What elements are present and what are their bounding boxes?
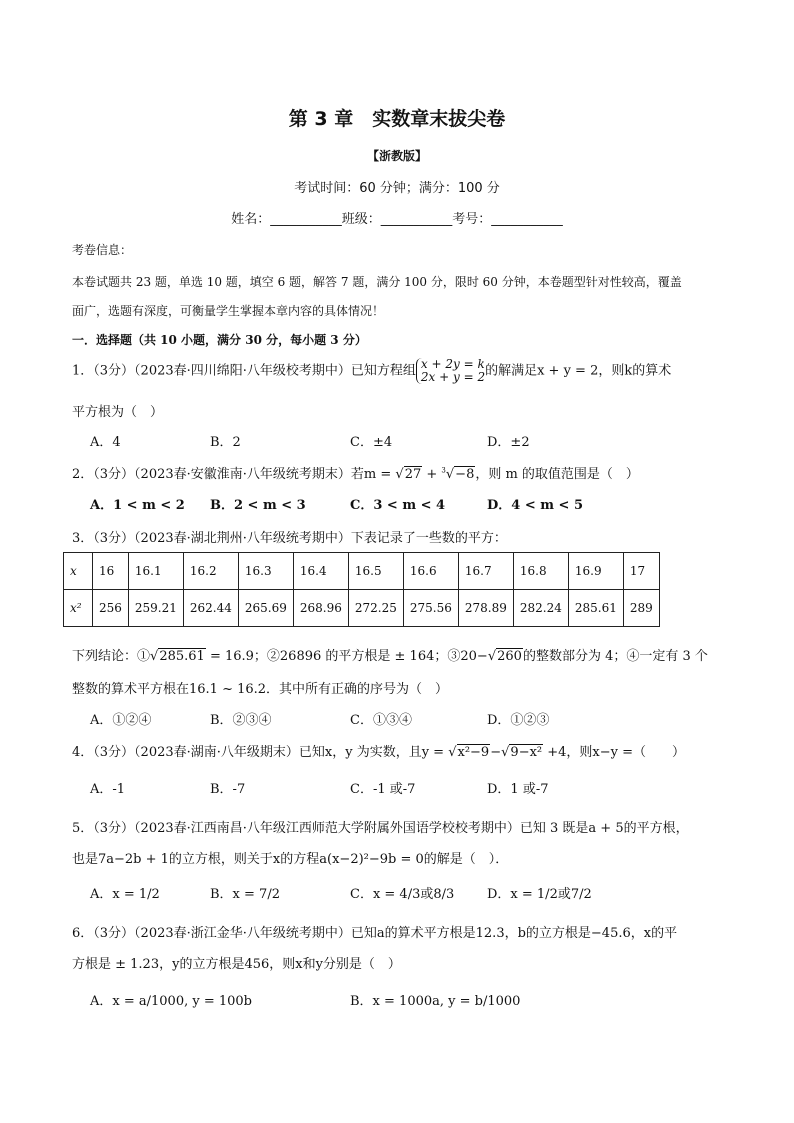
question-4: 4．（3分）（2023春·湖南·八年级期末）已知x，y 为实数，且y = √x²−9−√9−x² +4，则x−y =（ ）	[72, 745, 686, 760]
q2-option-a[interactable]: A．1 < m < 2	[90, 498, 185, 513]
table-cell: 16.3	[238, 553, 293, 590]
info-text-1: 本卷试题共 23 题，单选 10 题，填空 6 题，解答 7 题，满分 100 分，限时 60 分钟，本卷题型针对性较高，覆盖	[72, 275, 682, 289]
table-cell: 272.25	[348, 590, 403, 627]
table-cell: 16.8	[513, 553, 568, 590]
question-5: 5．（3分）（2023春·江西南昌·八年级江西师范大学附属外国语学校校考期中）已知 3 既是a + 5的平方根，	[72, 821, 689, 836]
info-text-2: 面广，选题有深度，可衡量学生掌握本章内容的具体情况！	[72, 304, 385, 318]
q5-option-b[interactable]: B．x = 7/2	[210, 887, 280, 902]
question-2: 2．（3分）（2023春·安徽淮南·八年级统考期末）若m = √27 + $^3$√−8，则 m 的取值范围是（ ）	[72, 466, 639, 482]
q3-option-a[interactable]: A．①②④	[90, 713, 152, 728]
q4-option-d[interactable]: D．1 或-7	[487, 782, 549, 797]
table-cell: 275.56	[403, 590, 458, 627]
table-cell: 17	[623, 553, 659, 590]
table-cell: 282.24	[513, 590, 568, 627]
table-cell: 16.9	[568, 553, 623, 590]
info-label: 考卷信息：	[72, 243, 133, 257]
table-cell: 16.4	[293, 553, 348, 590]
section-heading: 一．选择题（共 10 小题，满分 30 分，每小题 3 分）	[72, 333, 367, 347]
q5-option-d[interactable]: D．x = 1/2或7/2	[487, 887, 592, 902]
q3-option-c[interactable]: C．①③④	[350, 713, 412, 728]
table-cell: 16	[93, 553, 129, 590]
question-5-line2: 也是7a−2b + 1的立方根，则关于x的方程a(x−2)²−9b = 0的解是（ ）．	[72, 852, 509, 867]
q2-option-b[interactable]: B．2 < m < 3	[210, 498, 306, 513]
table-cell: x	[64, 553, 93, 590]
table-cell: 268.96	[293, 590, 348, 627]
q1-option-b[interactable]: B．2	[210, 435, 241, 450]
table-cell: 265.69	[238, 590, 293, 627]
table-cell: 289	[623, 590, 659, 627]
q4-option-b[interactable]: B．-7	[210, 782, 246, 797]
q4-option-c[interactable]: C．-1 或-7	[350, 782, 416, 797]
table-cell: 16.7	[458, 553, 513, 590]
q4-option-a[interactable]: A．-1	[90, 782, 126, 797]
exam-info: 考试时间：60 分钟；满分：100 分	[294, 181, 500, 196]
table-cell: 278.89	[458, 590, 513, 627]
q1-option-d[interactable]: D．±2	[487, 435, 530, 450]
table-cell: 256	[93, 590, 129, 627]
table-cell: 16.5	[348, 553, 403, 590]
q2-option-c[interactable]: C．3 < m < 4	[350, 498, 446, 513]
question-3-line2: 整数的算术平方根在16.1 ~ 16.2．其中所有正确的序号为（ ）	[72, 682, 449, 697]
table-row-x2	[64, 590, 660, 627]
question-6-line2: 方根是 ± 1.23，y的立方根是456，则x和y分别是（ ）	[72, 957, 401, 972]
q3-option-d[interactable]: D．①②③	[487, 713, 550, 728]
table-cell: 16.1	[128, 553, 183, 590]
name-line: 姓名：___________班级：___________考号：___________	[231, 212, 563, 227]
question-1-line2: 平方根为（ ）	[72, 405, 164, 420]
q5-option-c[interactable]: C．x = 4/3或8/3	[350, 887, 455, 902]
q5-option-a[interactable]: A．x = 1/2	[90, 887, 160, 902]
question-1: 1．（3分）（2023春·四川绵阳·八年级校考期中）已知方程组 x + 2y = k 2x + y = 2 的解满足x + y = 2，则k的算术	[72, 357, 672, 384]
table-cell: 16.2	[183, 553, 238, 590]
table-cell: 262.44	[183, 590, 238, 627]
q1-option-c[interactable]: C．±4	[350, 435, 393, 450]
q6-option-a[interactable]: A．x = a/1000, y = 100b	[90, 994, 252, 1009]
q2-option-d[interactable]: D．4 < m < 5	[487, 498, 584, 513]
question-3: 3．（3分）（2023春·湖北荆州·八年级统考期中）下表记录了一些数的平方：	[72, 531, 507, 546]
q6-option-b[interactable]: B．x = 1000a, y = b/1000	[350, 994, 521, 1009]
table-row-x	[64, 553, 660, 590]
table-cell: 16.6	[403, 553, 458, 590]
table-cell: 259.21	[128, 590, 183, 627]
question-3-conclusions: 下列结论：①√285.61 = 16.9；②26896 的平方根是 ± 164；③20−√260的整数部分为 4；④一定有 3 个	[72, 649, 708, 664]
squares-table	[63, 552, 660, 627]
q1-option-a[interactable]: A．4	[90, 435, 121, 450]
table-cell: x²	[64, 590, 93, 627]
question-6: 6．（3分）（2023春·浙江金华·八年级统考期中）已知a的算术平方根是12.3，b的立方根是−45.6，x的平	[72, 926, 678, 941]
q3-option-b[interactable]: B．②③④	[210, 713, 272, 728]
edition-label: 【浙教版】	[366, 149, 427, 163]
equation-system: x + 2y = k 2x + y = 2	[416, 358, 485, 384]
table-cell: 285.61	[568, 590, 623, 627]
page-title: 第 3 章 实数章末拔尖卷	[288, 108, 506, 130]
